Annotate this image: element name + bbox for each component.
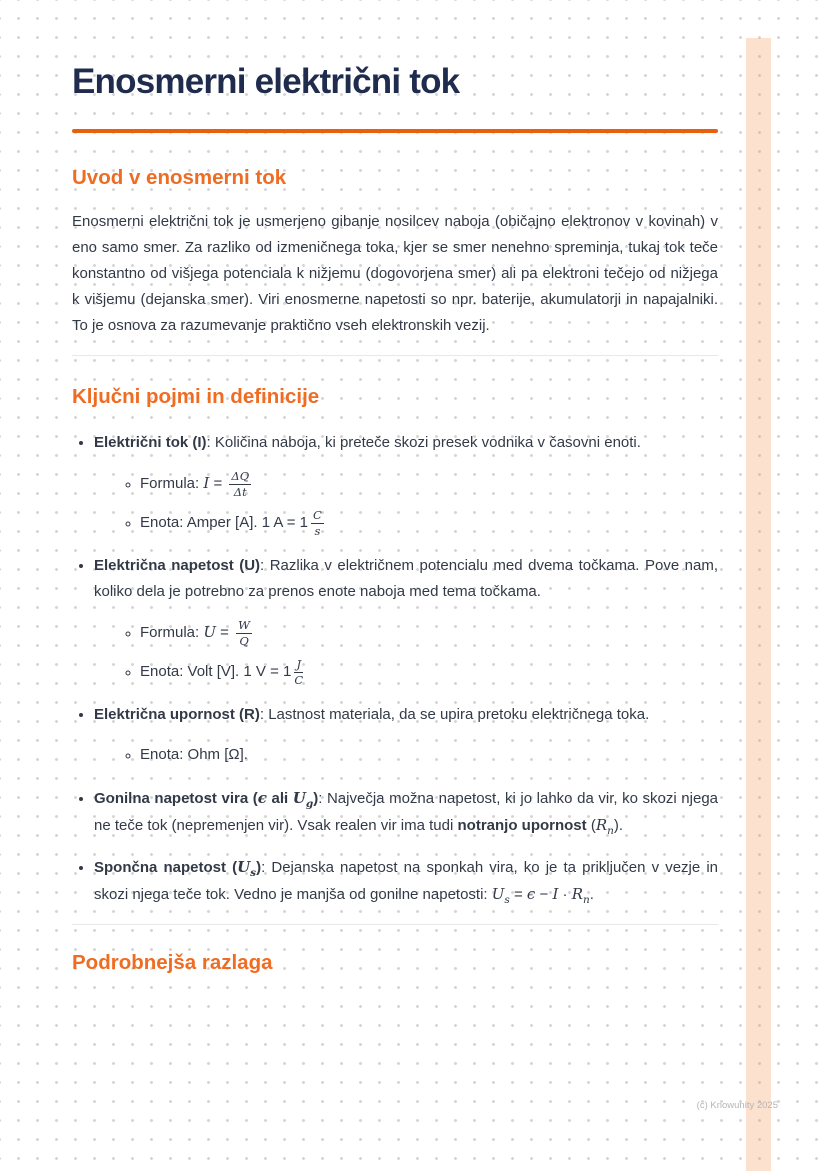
fraction xyxy=(311,509,324,538)
term-text: : Dejanska napetost na sponkah vira, ko je ta priključen v vezje in skozi njega teče tok. Vedno je manjša od gonilne napetosti: xyxy=(94,859,718,904)
term-name-text: ) xyxy=(313,790,319,808)
term-item-resistance xyxy=(94,702,718,770)
fraction xyxy=(236,619,252,648)
unit-line xyxy=(140,508,718,538)
formula-label: Formula: xyxy=(140,475,204,493)
section-heading-detail: Podrobnejša razlaga xyxy=(72,951,273,975)
fraction-numerator: C xyxy=(313,507,322,522)
fraction-denominator: Δt xyxy=(233,484,247,499)
fraction xyxy=(294,658,303,687)
fraction-denominator: Q xyxy=(239,633,249,648)
term-name-text: ali xyxy=(266,790,293,808)
epsilon-symbol: ϵ xyxy=(526,885,536,904)
term-item-terminal-voltage xyxy=(94,854,718,908)
term-name-text: Spončna napetost ( xyxy=(94,859,238,877)
inline-bold: notranjo upornost xyxy=(457,817,587,835)
page-title: Enosmerni električni tok xyxy=(72,62,460,101)
minus-sign: − xyxy=(535,886,553,904)
section-intro xyxy=(72,166,718,339)
term-definition xyxy=(94,854,718,908)
math-subscript: s xyxy=(250,867,257,880)
math-subscript: n xyxy=(583,894,590,907)
section-divider-2 xyxy=(72,924,718,925)
equals-sign: = xyxy=(509,886,527,904)
intro-paragraph: Enosmerni električni tok je usmerjeno gibanje nosilcev naboja (običajno elektronov v kovinah) v eno samo smer. Za razliko od izmeničnega toka, kjer se smer nenehno spreminja, tukaj tok teče konstantno od višjega potenciala k nižjemu (dogovorjena smer) ali pa elektroni tečejo od nižjega k višjemu (dejanska smer). Viri enosmerne napetosti so npr. baterije, akumulatorji in napajalniki. To je osnova za razumevanje praktično vseh elektronskih vezij. xyxy=(72,213,718,335)
math-variable: I xyxy=(552,885,559,904)
math-variable: U xyxy=(292,789,306,808)
term-item-voltage xyxy=(94,553,718,687)
term-definition xyxy=(94,785,718,839)
term-text: : Lastnost materiala, da se upira pretoku električnega toka. xyxy=(259,706,650,724)
term-definition xyxy=(94,430,718,456)
formula-line xyxy=(140,468,718,499)
term-text: ( xyxy=(586,817,596,835)
term-name: Električna upornost (R) xyxy=(94,706,260,724)
term-name: Električni tok (I) xyxy=(94,434,207,452)
term-text: : Razlika v električnem potencialu med dvema točkama. Pove nam, koliko dela je potrebno za prenos enote naboja med tema točkama. xyxy=(94,557,719,601)
section-divider-1 xyxy=(72,355,718,356)
equals-sign: = xyxy=(216,624,234,642)
title-rule xyxy=(72,129,718,133)
term-text: . xyxy=(589,886,594,904)
term-name xyxy=(94,858,262,880)
unit-line xyxy=(140,657,718,687)
term-sublist xyxy=(120,468,718,538)
math-subscript: s xyxy=(504,894,510,907)
equals-sign: = xyxy=(209,475,227,493)
term-definition xyxy=(94,702,718,728)
unit-line xyxy=(140,740,718,770)
term-text: ). xyxy=(613,817,624,835)
section-heading-intro: Uvod v enosmerni tok xyxy=(72,166,287,190)
fraction-denominator: C xyxy=(294,672,304,687)
math-variable: U xyxy=(491,885,505,904)
term-text: : Največja možna napetost, ki jo lahko da vir, ko skozi njega ne teče tok (nepremenjen vir). Vsak realen vir ima tudi xyxy=(94,790,719,835)
fraction xyxy=(229,470,251,499)
formula-variable: U xyxy=(203,623,217,642)
term-name: Električna napetost (U) xyxy=(94,557,261,575)
math-subscript: g xyxy=(305,798,314,811)
copyright-notice: (c) Knowunity 2025 xyxy=(696,1100,778,1111)
section-detail xyxy=(72,951,718,975)
term-name xyxy=(94,789,319,811)
math-variable: U xyxy=(237,858,251,877)
unit-text: Enota: Amper [A]. 1 A = 1 xyxy=(140,514,309,532)
dot-operator: · xyxy=(558,886,572,904)
section-key-terms xyxy=(72,385,718,908)
math-variable: R xyxy=(571,885,584,904)
term-name-text: ) xyxy=(256,859,262,877)
term-text: : Količina naboja, ki preteče skozi presek vodnika v časovni enoti. xyxy=(206,434,641,452)
fraction-numerator: W xyxy=(238,617,250,632)
term-name-text: Gonilna napetost vira ( xyxy=(94,790,258,808)
formula-variable: I xyxy=(203,474,210,493)
unit-text: Enota: Volt [V]. 1 V = 1 xyxy=(140,663,292,681)
term-definition xyxy=(94,553,718,605)
section-heading-terms: Ključni pojmi in definicije xyxy=(72,385,320,409)
unit-text: Enota: Ohm [Ω]. xyxy=(140,746,248,764)
terms-list xyxy=(72,430,718,908)
math-subscript: n xyxy=(607,825,614,838)
fraction-numerator: J xyxy=(296,656,302,671)
term-sublist xyxy=(120,617,718,687)
term-item-emf xyxy=(94,785,718,839)
epsilon-symbol: ϵ xyxy=(257,789,267,808)
fraction-denominator: s xyxy=(314,523,321,538)
term-sublist xyxy=(120,740,718,770)
term-item-current xyxy=(94,430,718,538)
formula-label: Formula: xyxy=(140,624,204,642)
math-variable: R xyxy=(595,816,608,835)
formula-line xyxy=(140,617,718,648)
fraction-numerator: ΔQ xyxy=(231,468,250,483)
